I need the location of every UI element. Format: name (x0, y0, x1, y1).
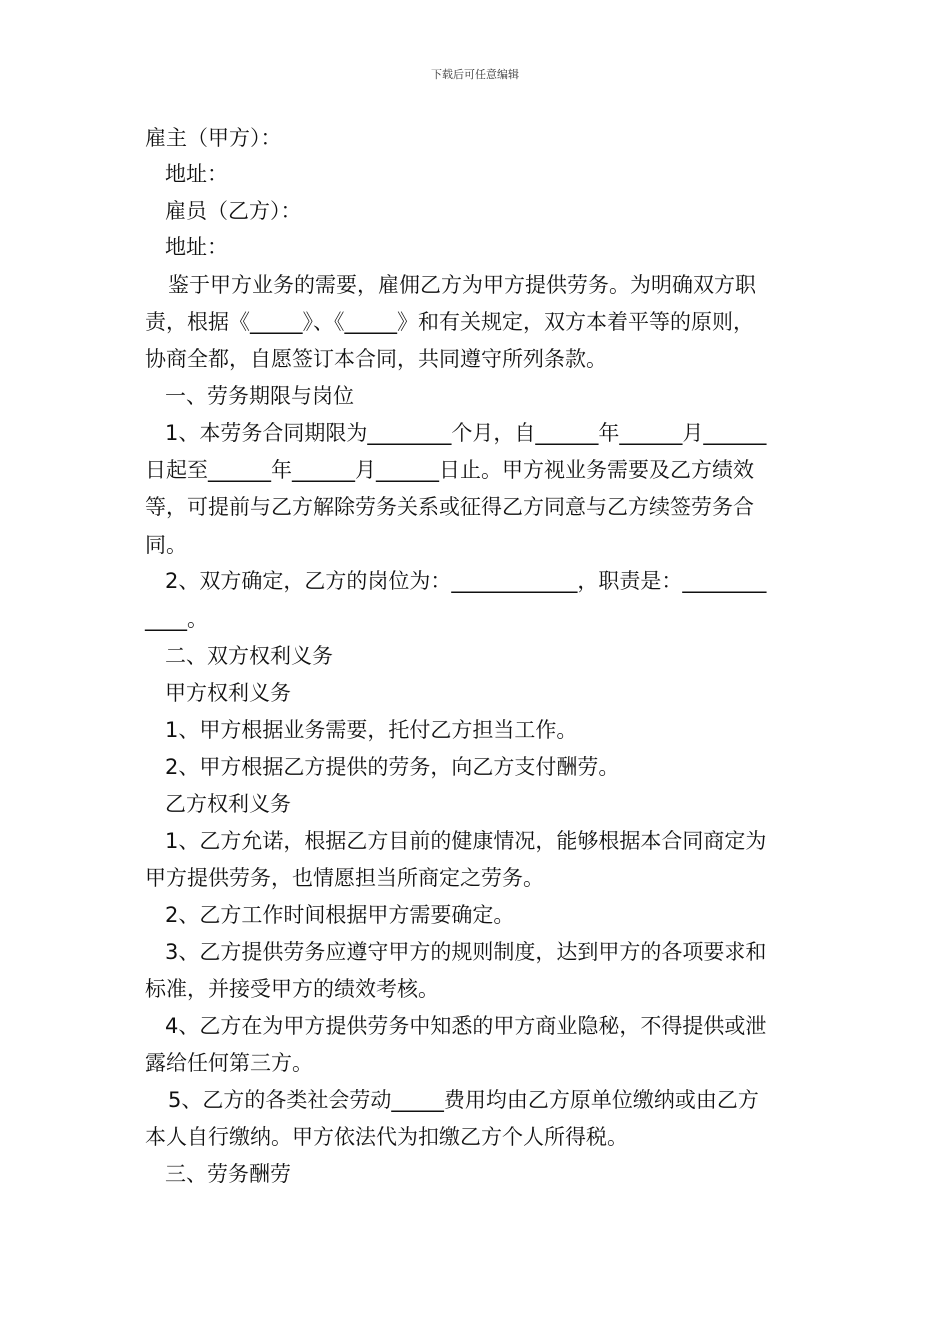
line: 乙方权利义务 (165, 792, 291, 816)
line: 2、甲方根据乙方提供的劳务，向乙方支付酬劳。 (165, 755, 620, 779)
line: 地址： (165, 235, 228, 259)
line: 3、乙方提供劳务应遵守甲方的规则制度，达到甲方的各项要求和 (165, 940, 767, 964)
line: 等，可提前与乙方解除劳务关系或征得乙方同意与乙方续签劳务合 (145, 495, 754, 519)
line: 1、乙方允诺，根据乙方目前的健康情况，能够根据本合同商定为 (165, 829, 767, 853)
line: 二、双方权利义务 (165, 644, 333, 668)
line: 协商全都，自愿签订本合同，共同遵守所列条款。 (145, 347, 607, 371)
line: 雇员（乙方）： (165, 199, 302, 223)
line: 一、劳务期限与岗位 (165, 384, 354, 408)
line: 2、乙方工作时间根据甲方需要确定。 (165, 903, 515, 927)
line: ____。 (145, 607, 208, 631)
line: 同。 (145, 533, 187, 557)
line: 责，根据《_____》、《_____》和有关规定，双方本着平等的原则， (145, 310, 754, 334)
line: 露给任何第三方。 (145, 1051, 313, 1075)
line: 1、本劳务合同期限为________个月，自______年______月______ (165, 421, 767, 445)
line: 1、甲方根据业务需要，托付乙方担当工作。 (165, 718, 578, 742)
line: 5、乙方的各类社会劳动_____费用均由乙方原单位缴纳或由乙方 (168, 1088, 759, 1112)
line: 2、双方确定，乙方的岗位为：____________，职责是：________ (165, 569, 767, 593)
line: 三、劳务酬劳 (165, 1162, 291, 1186)
page-header: 下载后可任意编辑 (431, 68, 519, 81)
line: 甲方权利义务 (165, 681, 291, 705)
line: 本人自行缴纳。甲方依法代为扣缴乙方个人所得税。 (145, 1125, 628, 1149)
line: 标准，并接受甲方的绩效考核。 (145, 977, 439, 1001)
line: 4、乙方在为甲方提供劳务中知悉的甲方商业隐秘，不得提供或泄 (165, 1014, 767, 1038)
line: 鉴于甲方业务的需要，雇佣乙方为甲方提供劳务。为明确双方职 (168, 273, 756, 297)
line: 地址： (165, 162, 228, 186)
line: 甲方提供劳务，也情愿担当所商定之劳务。 (145, 866, 544, 890)
line: 日起至______年______月______日止。甲方视业务需要及乙方绩效 (145, 458, 754, 482)
line: 雇主（甲方）： (145, 126, 282, 150)
